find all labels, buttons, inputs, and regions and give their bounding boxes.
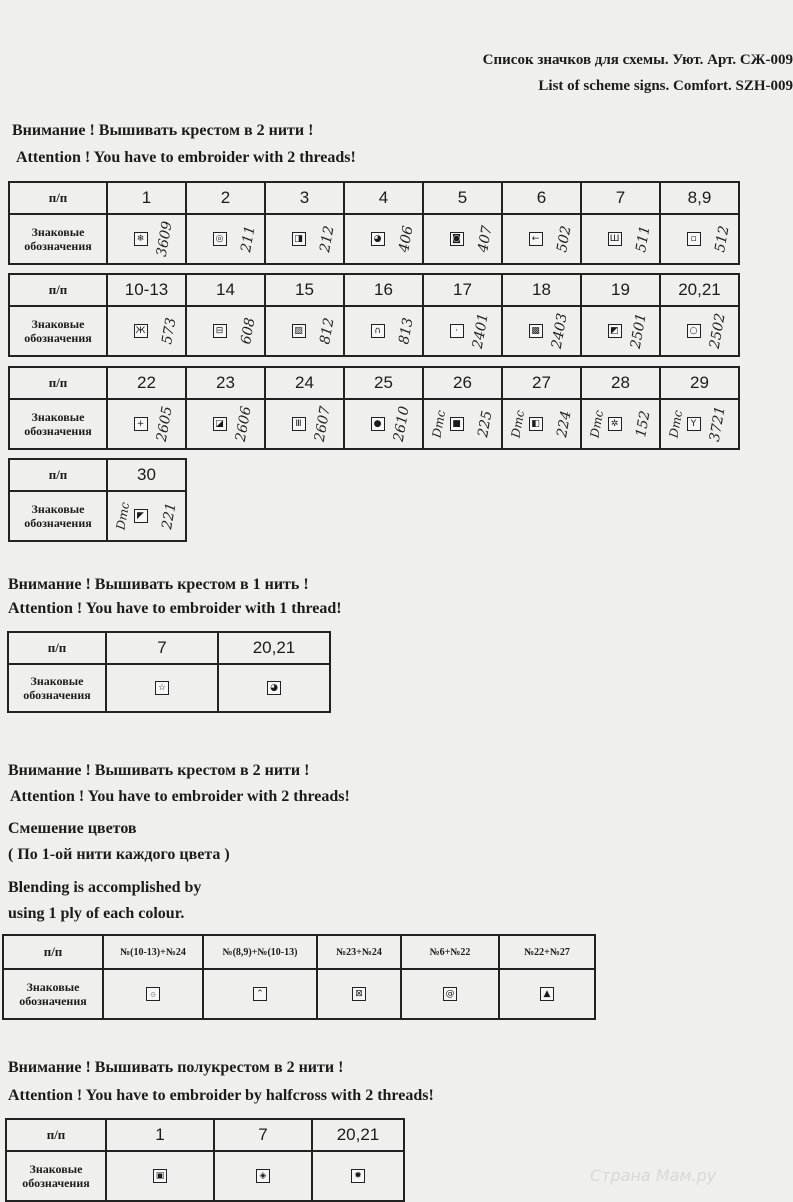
symbol-icon: ⊟ — [213, 324, 227, 338]
symbol-cell — [423, 214, 502, 264]
header-ru: Список значков для схемы. Уют. Арт. СЖ-009 — [482, 52, 793, 68]
dmc-mark: Dmc — [113, 501, 133, 531]
thread-code: 512 — [712, 224, 733, 254]
symbol-icon: ▫ — [687, 232, 701, 246]
row-label-cell — [8, 664, 106, 712]
symbol-icon: ▲ — [540, 987, 554, 1001]
thread-code: 812 — [317, 316, 338, 346]
symbol-cell — [660, 214, 739, 264]
dmc-mark: Dmc — [508, 409, 528, 439]
symbol-cell — [203, 969, 317, 1019]
symbol-number: 3 — [265, 182, 344, 214]
row-label-line1: Знаковые — [31, 317, 85, 331]
row-label-line2: обозначения — [19, 994, 87, 1008]
thread-code: 152 — [633, 409, 654, 439]
symbol-cell — [265, 306, 344, 356]
symbol-icon: ▣ — [153, 1169, 167, 1183]
symbol-table-1 — [8, 181, 740, 265]
row-label-line1: Знаковые — [31, 410, 85, 424]
symbol-icon: Ш — [608, 232, 622, 246]
row-label-cell — [9, 306, 107, 356]
row-label-line1: Знаковые — [26, 980, 80, 994]
row-header-cell: п/п — [9, 459, 107, 491]
symbol-number: №22+№27 — [499, 935, 595, 969]
thread-code: 573 — [159, 316, 180, 346]
symbol-icon: ◙ — [450, 232, 464, 246]
header-en: List of scheme signs. Comfort. SZH-009 — [538, 78, 793, 94]
symbol-cell — [660, 306, 739, 356]
symbol-number: 7 — [106, 632, 218, 664]
thread-code: 2401 — [470, 312, 493, 350]
symbol-cell — [312, 1151, 404, 1201]
symbol-cell — [218, 664, 330, 712]
row-label-cell — [6, 1151, 106, 1201]
thread-code: 2502 — [707, 312, 730, 350]
symbol-icon: ◤ — [134, 509, 148, 523]
symbol-icon: ← — [529, 232, 543, 246]
blend-en-line1: Blending is accomplished by — [8, 879, 202, 896]
symbol-cell — [423, 399, 502, 449]
symbol-cell — [106, 664, 218, 712]
symbol-cell — [344, 399, 423, 449]
thread-code: 211 — [238, 224, 259, 254]
symbol-icon: ❄ — [134, 232, 148, 246]
symbol-number: 7 — [214, 1119, 312, 1151]
dmc-mark: Dmc — [666, 409, 686, 439]
thread-code: 221 — [159, 501, 180, 531]
symbol-icon: ● — [371, 417, 385, 431]
section4-warning-en: Attention ! You have to embroider by halfcross with 2 threads! — [8, 1087, 434, 1104]
symbol-number: 30 — [107, 459, 186, 491]
row-label-cell — [3, 969, 103, 1019]
section2-warning-ru: Внимание ! Вышивать крестом в 1 нить ! — [8, 576, 309, 593]
dmc-mark: Dmc — [429, 409, 449, 439]
symbol-icon: + — [134, 417, 148, 431]
symbol-number: 23 — [186, 367, 265, 399]
row-label-line2: обозначения — [24, 239, 92, 253]
symbol-cell — [423, 306, 502, 356]
row-label-line2: обозначения — [23, 688, 91, 702]
row-label-line2: обозначения — [22, 1176, 90, 1190]
thread-code: 502 — [554, 224, 575, 254]
symbol-cell — [186, 214, 265, 264]
symbol-number: 25 — [344, 367, 423, 399]
symbol-icon: ⌃ — [253, 987, 267, 1001]
symbol-cell — [214, 1151, 312, 1201]
symbol-cell — [107, 214, 186, 264]
symbol-cell — [502, 214, 581, 264]
symbol-table-3 — [8, 366, 740, 450]
symbol-table-halfcross — [5, 1118, 405, 1202]
symbol-icon: ◎ — [213, 232, 227, 246]
symbol-cell — [265, 214, 344, 264]
section3-warning-ru: Внимание ! Вышивать крестом в 2 нити ! — [8, 762, 310, 779]
symbol-number: 28 — [581, 367, 660, 399]
symbol-icon: ۞ — [146, 987, 160, 1001]
symbol-number: 16 — [344, 274, 423, 306]
symbol-icon: Y — [687, 417, 701, 431]
symbol-icon: ∩ — [371, 324, 385, 338]
row-header-cell: п/п — [3, 935, 103, 969]
symbol-cell — [344, 306, 423, 356]
symbol-cell — [186, 306, 265, 356]
symbol-icon: ◩ — [608, 324, 622, 338]
row-label-line2: обозначения — [24, 331, 92, 345]
symbol-icon: ○ — [687, 324, 701, 338]
symbol-cell — [107, 399, 186, 449]
section1-warning-en: Attention ! You have to embroider with 2 threads! — [16, 149, 356, 166]
symbol-icon: @ — [443, 987, 457, 1001]
row-header-cell: п/п — [9, 367, 107, 399]
row-header-cell: п/п — [9, 182, 107, 214]
symbol-table-4 — [8, 458, 187, 542]
symbol-cell — [107, 491, 186, 541]
symbol-number: 26 — [423, 367, 502, 399]
section3-warning-en: Attention ! You have to embroider with 2 threads! — [10, 788, 350, 805]
symbol-cell — [107, 306, 186, 356]
thread-code: 224 — [554, 409, 575, 439]
thread-code: 3721 — [707, 405, 730, 443]
symbol-icon: ■ — [450, 417, 464, 431]
row-label-cell — [9, 491, 107, 541]
symbol-icon: Ж — [134, 324, 148, 338]
symbol-cell — [103, 969, 203, 1019]
symbol-cell — [401, 969, 499, 1019]
row-label-line1: Знаковые — [31, 502, 85, 516]
symbol-cell — [502, 399, 581, 449]
symbol-icon: ◈ — [256, 1169, 270, 1183]
symbol-number: 7 — [581, 182, 660, 214]
symbol-icon: ◧ — [529, 417, 543, 431]
symbol-icon: ⊠ — [352, 987, 366, 1001]
thread-code: 608 — [238, 316, 259, 346]
symbol-number: 19 — [581, 274, 660, 306]
row-header-cell: п/п — [8, 632, 106, 664]
symbol-icon: ◪ — [213, 417, 227, 431]
symbol-icon: ▨ — [292, 324, 306, 338]
row-label-line2: обозначения — [24, 516, 92, 530]
symbol-cell — [581, 306, 660, 356]
thread-code: 511 — [633, 224, 654, 254]
symbol-number: 5 — [423, 182, 502, 214]
dmc-mark: Dmc — [587, 409, 607, 439]
symbol-number: 18 — [502, 274, 581, 306]
symbol-cell — [581, 214, 660, 264]
row-label-line1: Знаковые — [30, 674, 84, 688]
thread-code: 2403 — [549, 312, 572, 350]
thread-code: 2605 — [154, 405, 177, 443]
section4-warning-ru: Внимание ! Вышивать полукрестом в 2 нити ! — [8, 1059, 344, 1076]
symbol-table-1-thread — [7, 631, 331, 713]
thread-code: 406 — [396, 224, 417, 254]
symbol-number: №(8,9)+№(10-13) — [203, 935, 317, 969]
symbol-icon: Ⅲ — [292, 417, 306, 431]
symbol-cell — [106, 1151, 214, 1201]
symbol-icon: · — [450, 324, 464, 338]
symbol-table-blend — [2, 934, 596, 1020]
thread-code: 2610 — [391, 405, 414, 443]
symbol-icon: ◕ — [267, 681, 281, 695]
thread-code: 813 — [396, 316, 417, 346]
symbol-number: 2 — [186, 182, 265, 214]
symbol-number: №(10-13)+№24 — [103, 935, 203, 969]
symbol-number: 17 — [423, 274, 502, 306]
row-header-cell: п/п — [6, 1119, 106, 1151]
symbol-icon: ◨ — [292, 232, 306, 246]
symbol-icon: ☆ — [155, 681, 169, 695]
symbol-number: 20,21 — [312, 1119, 404, 1151]
row-label-line1: Знаковые — [31, 225, 85, 239]
thread-code: 2606 — [233, 405, 256, 443]
symbol-cell — [344, 214, 423, 264]
symbol-number: 24 — [265, 367, 344, 399]
symbol-number: 1 — [107, 182, 186, 214]
symbol-number: 22 — [107, 367, 186, 399]
thread-code: 225 — [475, 409, 496, 439]
thread-code: 3609 — [154, 220, 177, 258]
symbol-number: 29 — [660, 367, 739, 399]
symbol-cell — [499, 969, 595, 1019]
symbol-icon: ▩ — [529, 324, 543, 338]
symbol-icon: ✹ — [351, 1169, 365, 1183]
symbol-icon: ◕ — [371, 232, 385, 246]
thread-code: 2607 — [312, 405, 335, 443]
symbol-number: 27 — [502, 367, 581, 399]
section1-warning-ru: Внимание ! Вышивать крестом в 2 нити ! — [12, 122, 314, 139]
blend-ru-line2: ( По 1-ой нити каждого цвета ) — [8, 846, 230, 863]
row-header-cell: п/п — [9, 274, 107, 306]
watermark: Страна Мам.ру — [590, 1166, 717, 1185]
symbol-cell — [502, 306, 581, 356]
symbol-number: 6 — [502, 182, 581, 214]
row-label-line1: Знаковые — [29, 1162, 83, 1176]
symbol-cell — [265, 399, 344, 449]
symbol-number: 20,21 — [660, 274, 739, 306]
symbol-number: №23+№24 — [317, 935, 401, 969]
symbol-cell — [581, 399, 660, 449]
thread-code: 212 — [317, 224, 338, 254]
blend-en-line2: using 1 ply of each colour. — [8, 905, 185, 922]
symbol-icon: ✲ — [608, 417, 622, 431]
symbol-number: 4 — [344, 182, 423, 214]
symbol-cell — [660, 399, 739, 449]
symbol-cell — [186, 399, 265, 449]
symbol-number: 1 — [106, 1119, 214, 1151]
symbol-number: 10-13 — [107, 274, 186, 306]
row-label-line2: обозначения — [24, 424, 92, 438]
row-label-cell — [9, 399, 107, 449]
symbol-number: 8,9 — [660, 182, 739, 214]
symbol-number: 14 — [186, 274, 265, 306]
thread-code: 407 — [475, 224, 496, 254]
symbol-cell — [317, 969, 401, 1019]
section2-warning-en: Attention ! You have to embroider with 1 thread! — [8, 600, 342, 617]
thread-code: 2501 — [628, 312, 651, 350]
symbol-number: №6+№22 — [401, 935, 499, 969]
blend-ru-line1: Смешение цветов — [8, 820, 137, 837]
row-label-cell — [9, 214, 107, 264]
symbol-table-2 — [8, 273, 740, 357]
symbol-number: 20,21 — [218, 632, 330, 664]
symbol-number: 15 — [265, 274, 344, 306]
